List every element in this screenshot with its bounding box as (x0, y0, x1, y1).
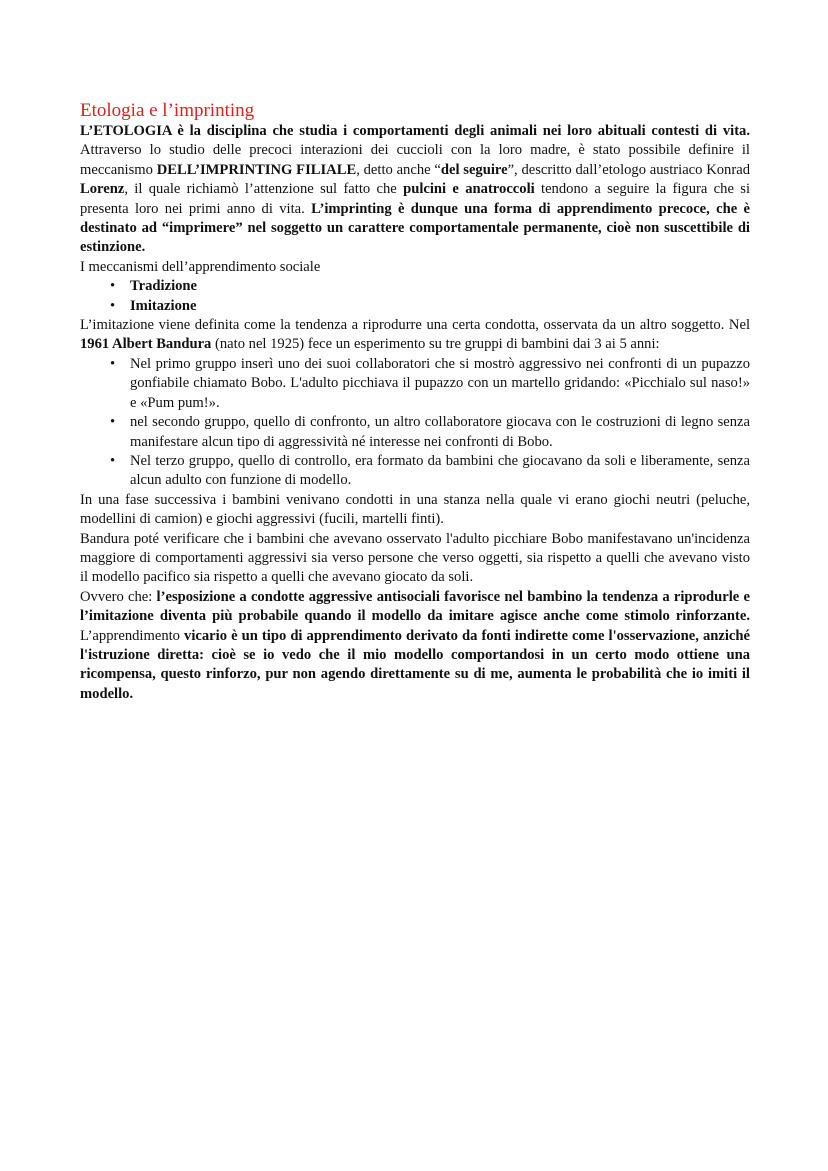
paragraph-risultati: Bandura poté verificare che i bambini che avevano osservato l'adulto picchiare Bobo manifestavano un'incidenza maggiore di comportamenti aggressivi sia verso persone che verso oggetti, sia rispetto a quelli che avevano visto il modello pacifico sia rispetto a quelli che avevano giocato da soli. (80, 530, 750, 586)
text-run: Ovvero che: (80, 588, 157, 605)
paragraph-fase-successiva: In una fase successiva i bambini venivano condotti in una stanza nella quale vi erano giochi neutri (peluche, modellini di camion) e giochi aggressivi (fucili, martelli finti). (80, 491, 750, 528)
group-text: Nel primo gruppo inserì uno dei suoi collaboratori che si mostrò aggressivo nei confronti di un pupazzo gonfiabile chiamato Bobo. L'adulto picchiava il pupazzo con un martello gridando: «Picchialo sul naso!» e «Pum pum!». (130, 355, 750, 411)
text-run: L’imprinting è dunque una forma di apprendimento precoce, che è destinato ad “imprimere” nel soggetto un carattere comportamentale permanente, cioè non suscettibile di estinzione. (80, 200, 750, 256)
bullet-icon: • (110, 414, 116, 431)
text-run: L’imitazione viene definita come la tendenza a riprodurre una certa condotta, osservata da un altro soggetto. Nel (80, 317, 750, 334)
bullet-icon: • (110, 297, 116, 314)
group-text: Nel terzo gruppo, quello di controllo, era formato da bambini che giocavano da soli e liberamente, senza alcun adulto con funzione di modello. (130, 452, 750, 489)
bullet-icon: • (110, 355, 116, 372)
paragraph-etologia (80, 122, 750, 258)
group-text: nel secondo gruppo, quello di confronto, un altro collaboratore giocava con le costruzioni di legno senza manifestare alcun tipo di aggressività né interesse nei confronti di Bobo. (130, 414, 750, 450)
text-run: l’esposizione a condotte aggressive antisociali favorisce nel bambino la tendenza a riprodurle e l’imitazione diventa più probabile quando il modello da imitare agisce anche come stimolo rinforzante. (80, 588, 750, 625)
experiment-groups-list (80, 355, 750, 491)
text-run: L’apprendimento (80, 627, 185, 644)
bullet-icon: • (110, 452, 116, 469)
text-run: Lorenz (80, 181, 125, 198)
text-run: 1961 Albert Bandura (80, 336, 212, 353)
paragraph-imitazione (80, 316, 750, 355)
text-run: L’ETOLOGIA è la disciplina che studia i comportamenti degli animali nei loro abituali contesti di vita. (80, 123, 750, 139)
list-item (80, 452, 750, 491)
text-run: Attraverso lo studio delle precoci interazioni dei cuccioli con la loro madre, è stato possibile definire il meccanismo (80, 142, 750, 178)
mechanism-label: Tradizione (130, 278, 198, 295)
list-item (80, 277, 750, 296)
mechanism-label: Imitazione (130, 297, 197, 314)
bullet-icon: • (110, 278, 116, 295)
list-item (80, 297, 750, 316)
list-item (80, 413, 750, 452)
page-title: Etologia e l’imprinting (80, 100, 255, 121)
text-run: (nato nel 1925) fece un esperimento su tre gruppi di bambini dai 3 ai 5 anni: (211, 336, 660, 353)
text-run: del seguire (440, 161, 508, 178)
text-run: pulcini e anatroccoli (403, 181, 535, 198)
text-run: , detto anche “ (356, 161, 441, 178)
paragraph-conclusione (80, 588, 750, 704)
list-item (80, 355, 750, 413)
text-run: tendono a seguire la figura che si presenta loro nei primi anno di vita. (80, 181, 750, 217)
social-learning-heading: I meccanismi dell’apprendimento sociale (80, 258, 321, 275)
mechanisms-list (80, 277, 750, 316)
text-run: , il quale richiamò l’attenzione sul fatto che (124, 181, 404, 198)
text-run: vicario è un tipo di apprendimento derivato da fonti indirette come l'osservazione, anziché l'istruzione diretta: cioè se io vedo che il mio modello comportandosi in un certo modo ottiene una ricompensa, questo rinforzo, pur non agendo direttamente su di me, aumenta le probabilità che io imiti il modello. (80, 627, 750, 702)
text-run: ”, descritto dall’etologo austriaco Konrad (507, 161, 750, 178)
text-run: DELL’IMPRINTING FILIALE (156, 161, 357, 178)
